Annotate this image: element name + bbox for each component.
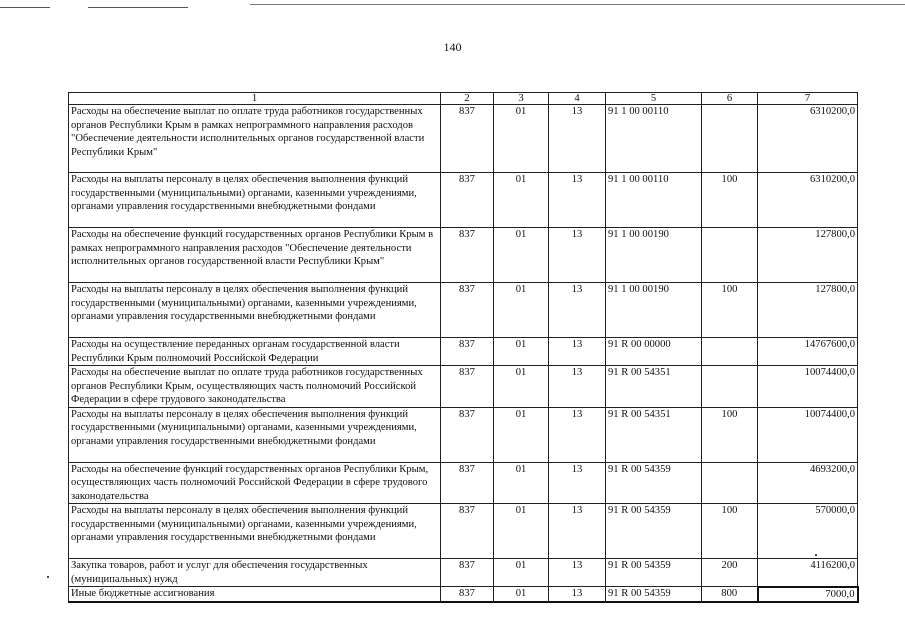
subsection-code: 13 [549, 283, 606, 338]
grbs-code: 837 [441, 173, 494, 228]
expense-description: Закупка товаров, работ и услуг для обеспечения государственных (муниципальных) нужд [69, 559, 441, 587]
subsection-code: 13 [549, 338, 606, 366]
section-code: 01 [494, 366, 549, 408]
target-article-code: 91 R 00 54359 [606, 504, 702, 559]
target-article-code: 91 R 00 54359 [606, 587, 702, 603]
subsection-code: 13 [549, 587, 606, 603]
target-article-code: 91 R 00 54351 [606, 407, 702, 462]
table-row [69, 338, 858, 366]
target-article-code: 91 R 00 54351 [606, 366, 702, 408]
grbs-code: 837 [441, 504, 494, 559]
expense-type-code: 100 [702, 504, 758, 559]
amount: 6310200,0 [758, 173, 858, 228]
target-article-code: 91 1 00 00110 [606, 173, 702, 228]
table-row [69, 407, 858, 462]
expense-type-code: 100 [702, 407, 758, 462]
scan-speck [815, 554, 817, 556]
subsection-code: 13 [549, 105, 606, 173]
amount: 6310200,0 [758, 105, 858, 173]
grbs-code: 837 [441, 559, 494, 587]
table-row [69, 504, 858, 559]
target-article-code: 91 1 00 00190 [606, 228, 702, 283]
section-code: 01 [494, 173, 549, 228]
table-row [69, 587, 858, 603]
target-article-code: 91 R 00 54359 [606, 559, 702, 587]
grbs-code: 837 [441, 338, 494, 366]
expense-description: Расходы на выплаты персоналу в целях обеспечения выполнения функций государственными (муниципальными) органами, казенными учреждениями, органами управления государственными внебюджетными фондами [69, 407, 441, 462]
table-row [69, 559, 858, 587]
column-header: 5 [606, 93, 702, 105]
subsection-code: 13 [549, 407, 606, 462]
grbs-code: 837 [441, 105, 494, 173]
amount: 127800,0 [758, 283, 858, 338]
expense-type-code [702, 462, 758, 504]
section-code: 01 [494, 228, 549, 283]
expense-type-code [702, 338, 758, 366]
section-code: 01 [494, 587, 549, 603]
budget-table [68, 92, 859, 603]
table-row [69, 462, 858, 504]
expense-description: Иные бюджетные ассигнования [69, 587, 441, 603]
expense-description: Расходы на выплаты персоналу в целях обеспечения выполнения функций государственными (муниципальными) органами, казенными учреждениями, органами управления государственными внебюджетными фондами [69, 504, 441, 559]
expense-description: Расходы на обеспечение выплат по оплате труда работников государственных органов Республики Крым, осуществляющих часть полномочий Российской Федерации в сфере трудового законодательства [69, 366, 441, 408]
amount: 10074400,0 [758, 407, 858, 462]
amount: 7000,0 [758, 587, 858, 603]
section-code: 01 [494, 338, 549, 366]
grbs-code: 837 [441, 228, 494, 283]
expense-description: Расходы на обеспечение функций государственных органов Республики Крым, осуществляющих часть полномочий Российской Федерации в сфере трудового законодательства [69, 462, 441, 504]
expense-type-code: 800 [702, 587, 758, 603]
amount: 10074400,0 [758, 366, 858, 408]
target-article-code: 91 R 00 00000 [606, 338, 702, 366]
section-code: 01 [494, 283, 549, 338]
target-article-code: 91 1 00 00190 [606, 283, 702, 338]
expense-type-code: 100 [702, 283, 758, 338]
expense-description: Расходы на обеспечение функций государственных органов Республики Крым в рамках непрограммного направления расходов "Обеспечение деятельности исполнительных органов государственной власти Республики Крым" [69, 228, 441, 283]
table-row [69, 173, 858, 228]
amount: 4693200,0 [758, 462, 858, 504]
table-row [69, 105, 858, 173]
scan-artifact-line [0, 7, 50, 8]
expense-type-code [702, 228, 758, 283]
expense-description: Расходы на обеспечение выплат по оплате труда работников государственных органов Республики Крым в рамках непрограммного направления расходов "Обеспечение деятельности исполнительных органов государственной власти Республики Крым" [69, 105, 441, 173]
section-code: 01 [494, 407, 549, 462]
subsection-code: 13 [549, 462, 606, 504]
column-header: 2 [441, 93, 494, 105]
page-number: 140 [443, 40, 462, 54]
table-header-row [69, 93, 858, 105]
scan-artifact-line [88, 7, 188, 8]
column-header: 6 [702, 93, 758, 105]
section-code: 01 [494, 462, 549, 504]
expense-type-code: 100 [702, 173, 758, 228]
section-code: 01 [494, 559, 549, 587]
column-header: 4 [549, 93, 606, 105]
table-row [69, 228, 858, 283]
subsection-code: 13 [549, 559, 606, 587]
grbs-code: 837 [441, 366, 494, 408]
amount: 4116200,0 [758, 559, 858, 587]
table-row [69, 366, 858, 408]
amount: 14767600,0 [758, 338, 858, 366]
grbs-code: 837 [441, 462, 494, 504]
target-article-code: 91 1 00 00110 [606, 105, 702, 173]
subsection-code: 13 [549, 228, 606, 283]
grbs-code: 837 [441, 587, 494, 603]
column-header: 3 [494, 93, 549, 105]
expense-description: Расходы на осуществление переданных органам государственной власти Республики Крым полномочий Российской Федерации [69, 338, 441, 366]
grbs-code: 837 [441, 283, 494, 338]
subsection-code: 13 [549, 173, 606, 228]
expense-type-code: 200 [702, 559, 758, 587]
section-code: 01 [494, 105, 549, 173]
column-header: 7 [758, 93, 858, 105]
amount: 127800,0 [758, 228, 858, 283]
expense-type-code [702, 366, 758, 408]
table-row [69, 283, 858, 338]
subsection-code: 13 [549, 366, 606, 408]
expense-type-code [702, 105, 758, 173]
target-article-code: 91 R 00 54359 [606, 462, 702, 504]
column-header: 1 [69, 93, 441, 105]
scan-artifact-line [250, 4, 905, 5]
expense-description: Расходы на выплаты персоналу в целях обеспечения выполнения функций государственными (муниципальными) органами, казенными учреждениями, органами управления государственными внебюджетными фондами [69, 283, 441, 338]
amount: 570000,0 [758, 504, 858, 559]
scan-speck [47, 576, 49, 578]
section-code: 01 [494, 504, 549, 559]
subsection-code: 13 [549, 504, 606, 559]
expense-description: Расходы на выплаты персоналу в целях обеспечения выполнения функций государственными (муниципальными) органами, казенными учреждениями, органами управления государственными внебюджетными фондами [69, 173, 441, 228]
grbs-code: 837 [441, 407, 494, 462]
